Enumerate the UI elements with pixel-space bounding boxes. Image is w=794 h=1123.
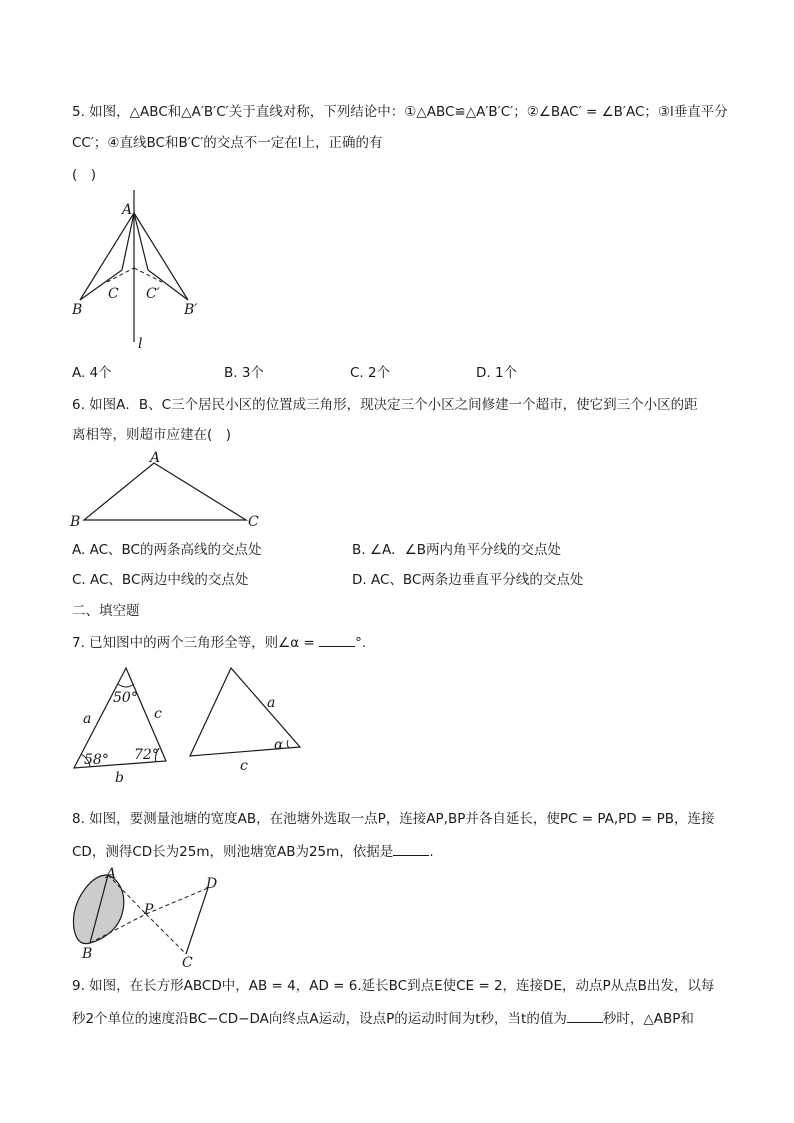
q6-stem-line1: 6. 如图A．B、C三个居民小区的位置成三角形，现决定三个小区之间修建一个超市，使它到三个小区的距 xyxy=(72,397,698,413)
q9-stem-line1: 9. 如图，在长方形ABCD中，AB = 4，AD = 6.延长BC到点E使CE = 2，连接DE，动点P从点B出发，以每 xyxy=(72,978,715,994)
q5-figure xyxy=(60,190,220,355)
q7-figure xyxy=(66,660,316,785)
q6-figure xyxy=(68,450,268,530)
q5-label-C-prime: C′ xyxy=(146,286,160,302)
q7-triangle-right xyxy=(190,668,300,756)
q6-option-b: B. ∠A．∠B两内角平分线的交点处 xyxy=(352,542,562,558)
q5-seg-AB xyxy=(80,213,134,300)
q7-label-58: 58° xyxy=(84,752,109,768)
q9-text-after: 秒时，△ABP和 xyxy=(602,1011,694,1027)
q5-answer-paren: ( ) xyxy=(72,167,97,183)
q5-option-a: A. 4个 xyxy=(72,365,112,381)
q6-option-c: C. AC、BC两边中线的交点处 xyxy=(72,572,249,588)
q8-figure xyxy=(68,866,228,971)
q7-text-after: °. xyxy=(355,635,367,651)
q7-stem xyxy=(72,634,366,652)
q7-label-72: 72° xyxy=(134,747,159,763)
q6-label-B: B xyxy=(70,514,81,530)
q5-label-B: B xyxy=(72,302,83,318)
q8-seg-CD xyxy=(186,888,208,954)
q5-stem-line2: CC′；④直线BC和B′C′的交点不一定在l上，正确的有 xyxy=(72,135,383,151)
q9-answer-blank[interactable] xyxy=(567,1010,603,1023)
q5-dashed-left xyxy=(107,268,134,282)
q5-option-c: C. 2个 xyxy=(350,365,391,381)
q8-label-B: B xyxy=(82,946,93,962)
q7-answer-blank[interactable] xyxy=(319,634,355,647)
q8-seg-PD xyxy=(146,888,208,914)
q7-text-before: 7. 已知图中的两个三角形全等，则∠α = xyxy=(72,635,320,651)
q7-label-alpha: α xyxy=(274,737,284,753)
q8-answer-blank[interactable] xyxy=(393,843,429,856)
q5-option-d: D. 1个 xyxy=(476,365,518,381)
q6-stem-line2: 离相等，则超市应建在( ) xyxy=(72,427,232,443)
q9-stem-line2 xyxy=(72,1010,694,1028)
q7-label-c2: c xyxy=(240,758,248,774)
q7-label-a2: a xyxy=(267,695,276,711)
q5-label-A: A xyxy=(122,202,133,218)
section-heading: 二、填空题 xyxy=(72,603,140,619)
q7-label-50: 50° xyxy=(113,690,138,706)
q5-label-l: l xyxy=(138,336,143,352)
q6-label-A: A xyxy=(150,450,161,466)
q5-label-B-prime: B′ xyxy=(184,302,198,318)
q8-text-before: CD，测得CD长为25m，则池塘宽AB为25m，依据是 xyxy=(72,844,394,860)
q7-label-c: c xyxy=(154,706,162,722)
q5-option-b: B. 3个 xyxy=(224,365,264,381)
q5-seg-AB2 xyxy=(134,213,188,300)
q8-label-C: C xyxy=(182,955,193,971)
q7-label-b: b xyxy=(115,770,124,786)
q5-stem-line1: 5. 如图，△ABC和△A′B′C′关于直线对称，下列结论中：①△ABC≌△A′B′C′；②∠BAC′ = ∠B′AC；③l垂直平分 xyxy=(72,104,728,120)
q6-triangle xyxy=(84,463,246,520)
q7-arc-alpha xyxy=(287,740,289,748)
q5-seg-AC2 xyxy=(134,213,148,270)
q8-label-P: P xyxy=(144,902,154,918)
q8-label-D: D xyxy=(206,876,218,892)
q7-label-a: a xyxy=(83,711,92,727)
q8-seg-PC xyxy=(146,914,186,954)
q5-label-C: C xyxy=(108,286,119,302)
q8-text-after: . xyxy=(429,844,434,860)
q6-option-a: A. AC、BC的两条高线的交点处 xyxy=(72,542,262,558)
q6-label-C: C xyxy=(248,514,259,530)
q9-text-before: 秒2个单位的速度沿BC−CD−DA向终点A运动，设点P的运动时间为t秒，当t的值为 xyxy=(72,1011,567,1027)
q7-arc-top xyxy=(118,684,134,687)
q8-label-A: A xyxy=(106,866,117,882)
q6-option-d: D. AC、BC两条边垂直平分线的交点处 xyxy=(352,572,584,588)
q8-stem-line2 xyxy=(72,843,434,861)
q8-stem-line1: 8. 如图，要测量池塘的宽度AB，在池塘外选取一点P，连接AP,BP并各自延长，使PC = PA,PD = PB，连接 xyxy=(72,811,715,827)
